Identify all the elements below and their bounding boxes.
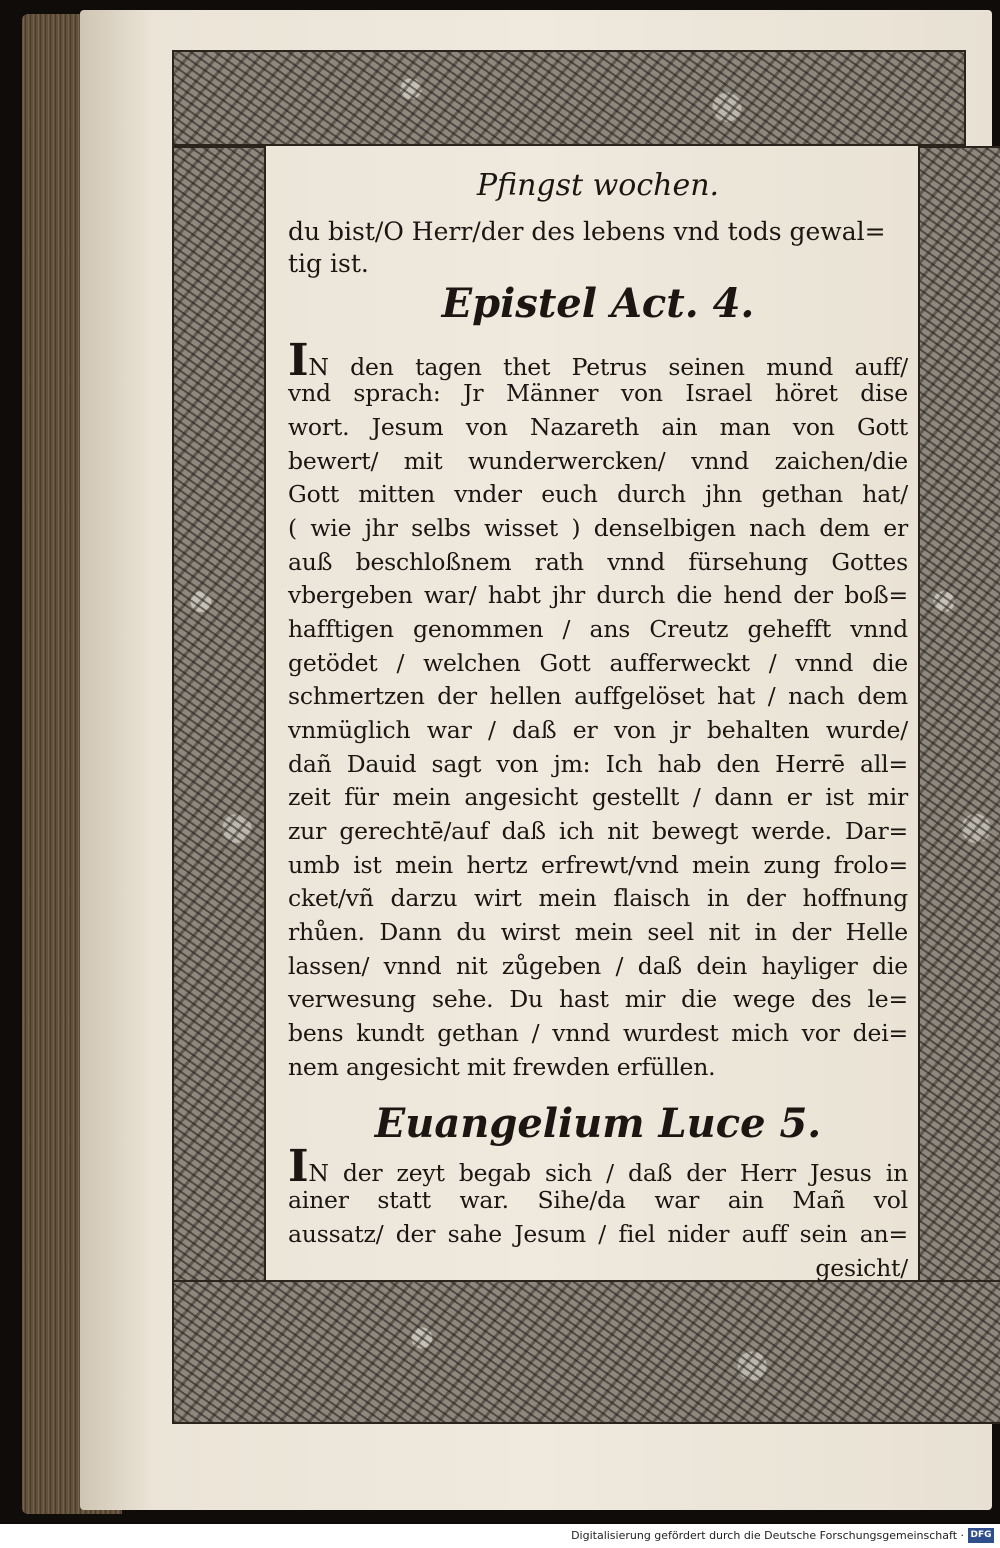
woodcut-border-left xyxy=(172,146,266,1284)
epistle-line: cket/vñ darzu wirt mein flaisch in der hoffnung xyxy=(288,884,908,912)
epistle-line: wort. Jesum von Nazareth ain man von Gott xyxy=(288,413,908,441)
catchword: gesicht/ xyxy=(815,1254,908,1282)
epistle-line: vbergeben war/ habt jhr durch die hend der boß= xyxy=(288,581,908,609)
drop-initial: I xyxy=(288,1141,309,1192)
epistle-line: ( wie jhr selbs wisset ) denselbigen nach dem er xyxy=(288,514,908,542)
intro-line: tig ist. xyxy=(288,249,369,278)
epistle-line: getödet / welchen Gott aufferweckt / vnnd die xyxy=(288,649,908,677)
woodcut-border-bottom xyxy=(172,1280,1000,1424)
gospel-line-text: N der zeyt begab sich / daß der Herr Jesus in xyxy=(308,1159,908,1187)
gospel-title: Euangelium Luce 5. xyxy=(374,1100,822,1147)
epistle-line: Gott mitten vnder euch durch jhn gethan hat/ xyxy=(288,480,908,508)
gospel-line: ainer statt war. Sihe/da war ain Mañ vol xyxy=(288,1186,908,1214)
epistle-line: rhůen. Dann du wirst mein seel nit in der Helle xyxy=(288,918,908,946)
dfg-logo: DFG xyxy=(968,1528,994,1543)
footer-bar xyxy=(0,1524,1000,1548)
gospel-line xyxy=(288,1141,908,1192)
epistle-line: vnmüglich war / daß er von jr behalten wurde/ xyxy=(288,716,908,744)
epistle-line: umb ist mein hertz erfrewt/vnd mein zung frolo= xyxy=(288,851,908,879)
text-block xyxy=(282,160,914,1280)
intro-line: du bist/O Herr/der des lebens vnd tods gewal= xyxy=(288,217,886,246)
footer-credit: Digitalisierung gefördert durch die Deutsche Forschungsgemeinschaft · xyxy=(571,1529,964,1542)
drop-initial: I xyxy=(288,335,309,386)
epistle-line: nem angesicht mit frewden erfüllen. xyxy=(288,1053,716,1081)
epistle-line: bewert/ mit wunderwercken/ vnnd zaichen/die xyxy=(288,447,908,475)
epistle-line: lassen/ vnnd nit zůgeben / daß dein hayliger die xyxy=(288,952,908,980)
epistle-line: bens kundt gethan / vnnd wurdest mich vor dei= xyxy=(288,1019,908,1047)
epistle-line: zur gerechtē/auf daß ich nit bewegt werde. Dar= xyxy=(288,817,908,845)
epistle-line xyxy=(288,335,908,386)
epistle-line: vnd sprach: Jr Männer von Israel höret dise xyxy=(288,379,908,407)
epistle-title: Epistel Act. 4. xyxy=(441,280,755,327)
running-head: Pfingst wochen. xyxy=(476,168,720,203)
gospel-line: aussatz/ der sahe Jesum / fiel nider auff sein an= xyxy=(288,1220,908,1248)
epistle-line: schmertzen der hellen auffgelöset hat / nach dem xyxy=(288,682,908,710)
woodcut-border-right xyxy=(918,146,1000,1284)
epistle-line: zeit für mein angesicht gestellt / dann er ist mir xyxy=(288,783,908,811)
epistle-line: verwesung sehe. Du hast mir die wege des le= xyxy=(288,985,908,1013)
epistle-line-text: N den tagen thet Petrus seinen mund auff/ xyxy=(308,353,908,381)
epistle-line: dañ Dauid sagt von jm: Ich hab den Herrē all= xyxy=(288,750,908,778)
epistle-line: auß beschloßnem rath vnnd fürsehung Gottes xyxy=(288,548,908,576)
woodcut-border-top xyxy=(172,50,966,146)
epistle-line: hafftigen genommen / ans Creutz gehefft vnnd xyxy=(288,615,908,643)
